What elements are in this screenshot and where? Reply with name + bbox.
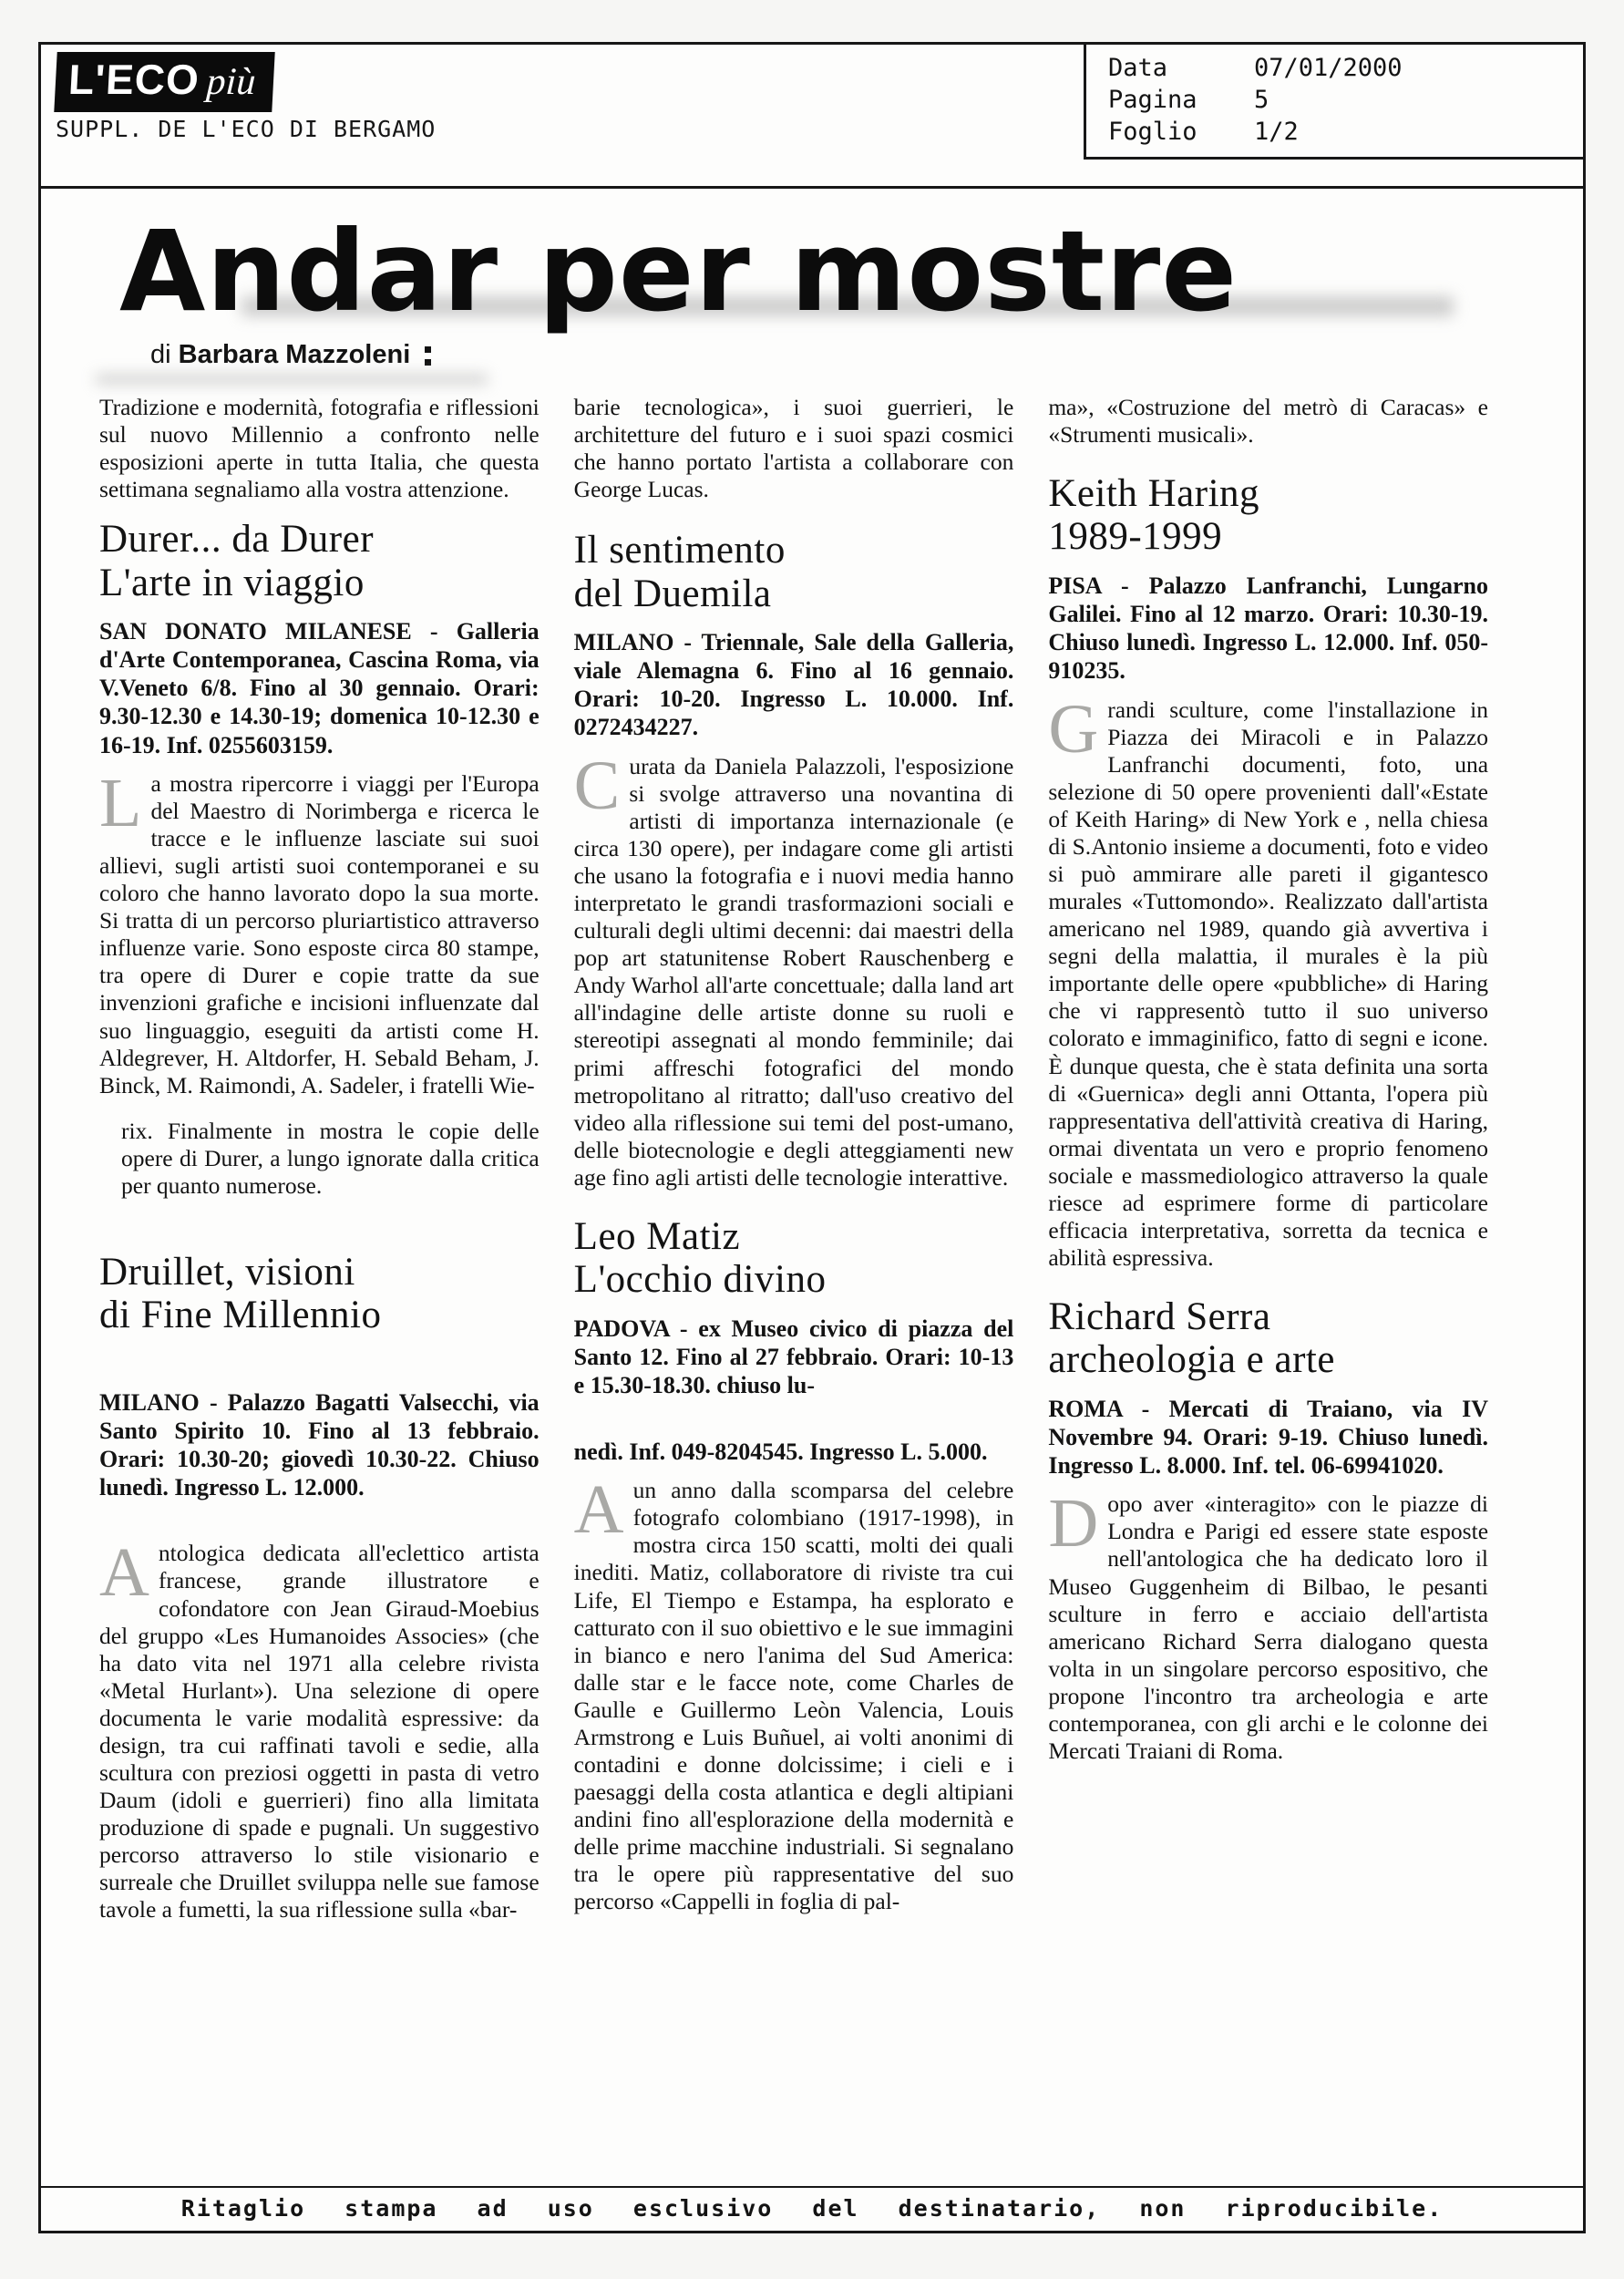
section-heading-druillet [99,1251,540,1337]
body-text: un anno dalla scomparsa del celebre fotografo colombiano (1917-1998), in mostra circa 150 scatti, molti dei quali inediti. Matiz, collaboratore di riviste tra cui Life, El Tiempo e Estampa, ha esplorato e catturato con il suo obiettivo e le sue immagini in bianco e nero l'anima del Sud America: dalle star e le facce note, come Charles de Gaulle e Guillermo Leòn Valencia, Louis Armstrong e Luis Buñuel, ai volti anonimi di contadini e donne dolcissime; i cieli e i paesaggi della costa atlantica e degli altipiani andini fino all'esplorazione della modernità e delle prime macchine industriali. Si segnalano tra le opere più rappresentative del suo percorso «Cappelli in foglia di pal- [573,1477,1014,1915]
article-columns [41,370,1583,2186]
section-heading-line: Richard Serra [1048,1295,1271,1339]
section-heading-serra [1048,1295,1488,1382]
exhibition-info-durer: SAN DONATO MILANESE - Galleria d'Arte Contemporanea, Cascina Roma, via V.Veneto 6/8. Fino al 30 gennaio. Orari: 9.30-12.30 e 14.30-19; domenica 10-12.30 e 16-19. Inf. 0255603159. [99,617,540,758]
meta-row-foglio [1108,116,1568,148]
section-heading-line: 1989-1999 [1048,515,1223,559]
section-heading-matiz [574,1215,1014,1302]
section-heading-line: del Duemila [573,572,772,615]
dropcap-letter: D [1048,1485,1099,1562]
continuation-paragraph-druillet: barie tecnologica», i suoi guerrieri, le architetture del futuro e i suoi spazi cosmici che hanno portato l'artista a collaborare con George Lucas. [573,394,1014,503]
section-heading-durer [99,518,540,604]
dropcap-letter: L [99,764,142,841]
column-3 [1048,394,1488,2179]
section-heading-haring [1048,472,1488,559]
body-paragraph-matiz [573,1471,1014,1915]
section-heading-line: L'occhio divino [573,1258,827,1302]
exhibition-info-matiz-cont: nedì. Inf. 049-8204545. Ingresso L. 5.000. [573,1439,988,1466]
section-heading-line: L'arte in viaggio [99,561,365,604]
body-text: opo aver «interagito» con le piazze di Londra e Parigi ed essere state esposte nell'antologica che ha dedicato loro il Museo Guggenheim di Bilbao, le pesanti sculture in ferro e acciaio dell'artista americano Richard Serra dialogano questa volta in un singolare percorso espositivo, che propone l'incontro tra archeologia e arte contemporanea, con gli archi e le colonne dei Mercati Traiani di Roma. [1048,1490,1489,1764]
byline-prefix: di [150,340,171,369]
body-text: a mostra ripercorre i viaggi per l'Europa del Maestro di Norimberga e ricerca le tracce e le influenze lasciate sui suoi allievi, sugli artisti suoi contemporanei e su coloro che hanno lavorato dopo la sua morte. Si tratta di un percorso pluriartistico attraverso influenze varie. Sono esposte circa 80 stampe, tra opere di Durer e copie tratte da sue invenzioni grafiche e incisioni influenzate dal suo linguaggio, eseguiti da artisti come H. Aldegrever, H. Altdorfer, H. Sebald Beham, J. Binck, M. Raimondi, A. Sadeler, i fratelli Wie- [99,769,540,1098]
body-paragraph-haring [1048,690,1489,1273]
body-paragraph-druillet [99,1534,540,1923]
footer-note: Ritaglio stampa ad uso esclusivo del destinatario, non riproducibile. [41,2186,1583,2231]
section-heading-sentimento [574,529,1014,615]
byline-author: Barbara Mazzoleni [178,340,411,369]
meta-row-data [1108,52,1568,84]
section-heading-line: Il sentimento [573,529,786,572]
dropcap-letter: A [99,1534,149,1612]
section-heading-line: di Fine Millennio [99,1294,382,1337]
section-heading-line: archeologia e arte [1048,1338,1335,1382]
press-clipping-frame [38,42,1586,2233]
logo-text-accent: più [205,61,257,103]
body-text: randi sculture, come l'installazione in Piazza dei Miracoli e in Palazzo Lanfranchi documenti, foto, una selezione di 50 opere provenienti dall'«Estate of Keith Haring» di New York e , nella chiesa di S.Antonio insieme a documenti, foto e video si può ammirare alle pareti il gigantesco murales «Tuttomondo». Realizzato dall'artista americano nel 1989, quando già avvertiva i segni della malattia, il murales è la più importante delle opere «pubbliche» di Haring che vi rappresentò tutto il suo universo colorato e immaginifico, fatto di segni e icone. È dunque questa, che è stata definita una sorta di «Guernica» degli anni Ottanta, l'opera più rappresentativa dell'attività creativa di Haring, ormai diventata un vero e proprio fenomeno sociale e massmediologico attraverso la quale riesce ad esprimere forme di particolare efficacia interpretativa, sorretta da tecnica e abilità espressiva. [1048,696,1489,1272]
continuation-paragraph-matiz: ma», «Costruzione del metrò di Caracas» e «Strumenti musicali». [1048,394,1489,449]
clipping-meta-box [1084,45,1583,160]
exhibition-info-matiz: PADOVA - ex Museo civico di piazza del Santo 12. Fino al 27 febbraio. Orari: 10-13 e 15.30-18.30. chiuso lu- [573,1315,1014,1398]
logo-box [54,52,275,112]
meta-label-pagina: Pagina [1108,86,1197,115]
dropcap-letter: G [1048,690,1099,768]
page-title: Andar per mostre [119,207,1239,336]
logo-text-main: L'ECO [67,56,201,103]
byline-dots-icon [425,346,431,353]
body-text: urata da Daniela Palazzoli, l'esposizione si svolge attraverso una novantina di artisti di importanza internazionale (e circa 130 opere), per indagare come gli artisti che usano la fotografia e i nuovi media hanno interpretato le grandi trasformazioni sociali e culturali degli ultimi decenni: dai maestri della pop art statunitense Robert Rauschenberg e Andy Warhol all'arte concettuale; dalla land art all'indagine delle artiste donne su ruoli e stereotipi assegnati al mondo femminile; dai primi affreschi fotografici del mondo metropolitano al ritratto; dall'uso creativo del video alla riflessione sui temi del post-umano, delle biotecnologie e degli atteggiamenti new age fino agli artisti delle tecnologie interattive. [573,752,1014,1191]
exhibition-info-sentimento: MILANO - Triennale, Sale della Galleria, viale Alemagna 6. Fino al 16 gennaio. Orari: 10-20. Ingresso L. 10.000. Inf. 0272434227. [573,628,1014,741]
exhibition-info-druillet: MILANO - Palazzo Bagatti Valsecchi, via Santo Spirito 10. Fino al 13 febbraio. Orari: 10.30-20; giovedì 10.30-22. Chiuso lunedì. Ingresso L. 12.000. [99,1388,540,1501]
section-heading-line: Druillet, visioni [99,1251,355,1294]
masthead-logo [56,52,436,142]
exhibition-info-haring: PISA - Palazzo Lanfranchi, Lungarno Galilei. Fino al 12 marzo. Orari: 10.30-19. Chiuso lunedì. Ingresso L. 12.000. Inf. 050-910235. [1048,572,1489,685]
continuation-paragraph-durer: rix. Finalmente in mostra le copie delle opere di Durer, a lungo ignorate dalla critica per quanto numerose. [121,1117,540,1199]
meta-label-foglio: Foglio [1108,118,1197,147]
section-heading-line: Keith Haring [1048,472,1260,516]
logo-subtitle: SUPPL. DE L'ECO DI BERGAMO [56,116,437,142]
section-heading-line: Durer... da Durer [99,518,375,562]
masthead [41,189,1583,336]
meta-value-foglio: 1/2 [1254,118,1299,147]
meta-value-data: 07/01/2000 [1254,54,1403,82]
body-paragraph-serra [1048,1485,1489,1765]
body-text: ntologica dedicata all'eclettico artista francese, grande illustratore e cofondatore con Jean Giraud-Moebius del gruppo «Les Humanoides Associes» (che ha dato vita nel 1971 alla celebre rivista «Metal Hurlant»). Una selezione di opere documenta le varie modalità espressive: da design, tra cui raffinati tavoli e sedie, alla scultura con preziosi oggetti in pasta di vetro Daum (idoli e guerrieri) fino alla limitata produzione di spade e pugnali. Un suggestivo percorso attraverso lo stile visionario e surreale che Druillet sviluppa nelle sue famose tavole a fumetti, la sua riflessione sulla «bar- [99,1540,540,1923]
column-1 [99,394,540,2179]
meta-value-pagina: 5 [1254,86,1269,115]
section-heading-line: Leo Matiz [573,1214,741,1258]
photocopy-smudge [96,375,488,384]
column-2 [574,394,1014,2179]
body-paragraph-sentimento [573,747,1014,1191]
body-paragraph-durer [99,764,540,1099]
dropcap-letter: C [573,747,621,824]
exhibition-info-serra: ROMA - Mercati di Traiano, via IV Novembre 94. Orari: 9-19. Chiuso lunedì. Ingresso L. 8.000. Inf. tel. 06-69941020. [1048,1395,1489,1480]
byline [150,340,410,370]
dropcap-letter: A [573,1471,624,1549]
meta-row-pagina [1108,84,1568,116]
meta-label-data: Data [1108,54,1168,82]
clipping-header [41,45,1583,189]
intro-paragraph: Tradizione e modernità, fotografia e riflessioni sul nuovo Millennio a confronto nelle esposizioni aperte in tutta Italia, che questa settimana segnaliamo alla vostra attenzione. [99,394,540,503]
